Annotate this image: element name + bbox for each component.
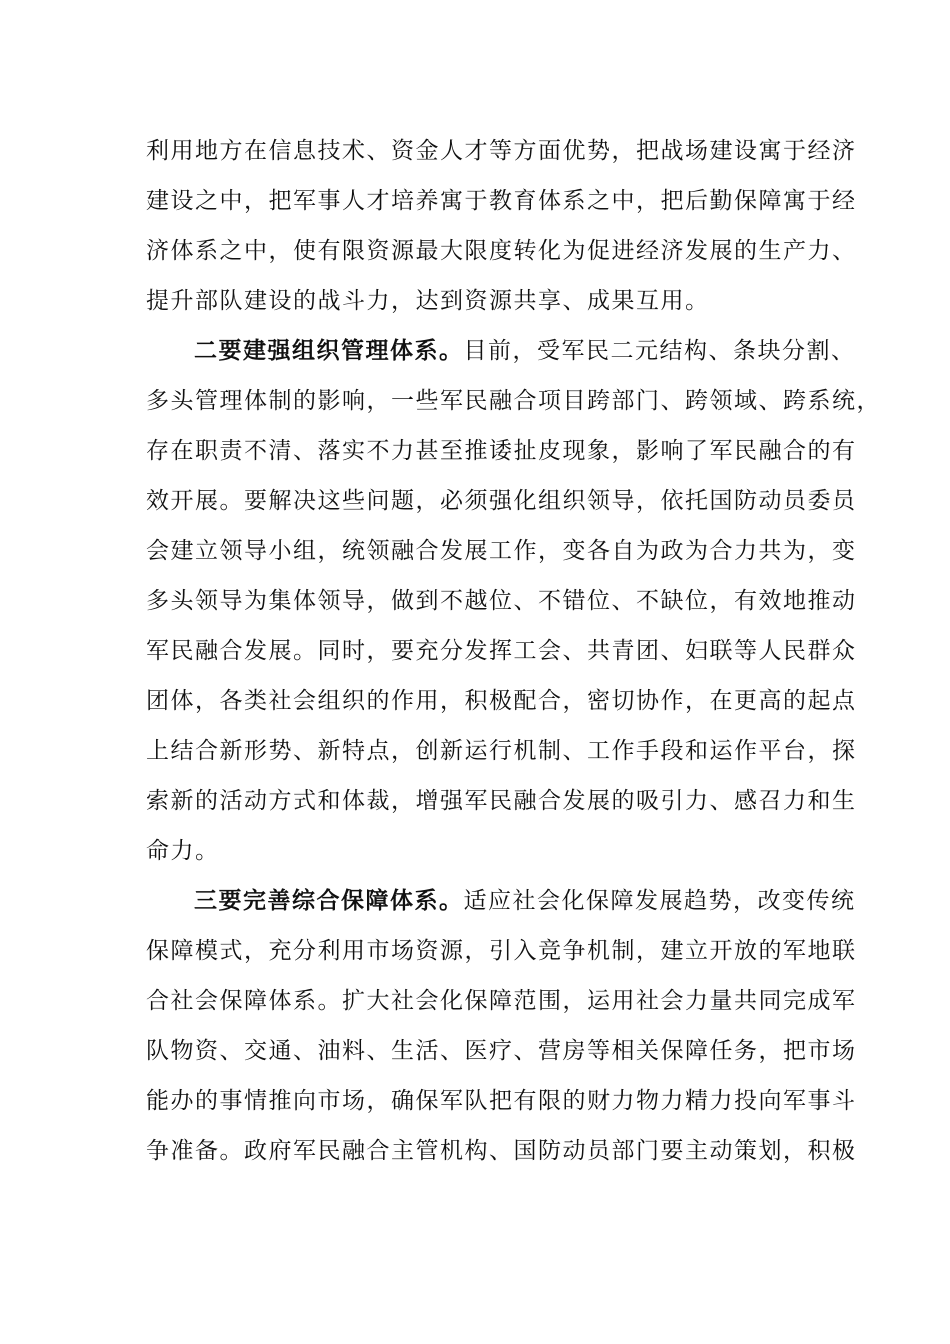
paragraph-3-line: 合社会保障体系。扩大社会化保障范围，运用社会力量共同完成军 <box>146 988 857 1014</box>
paragraph-2-line: 命力。 <box>146 838 220 864</box>
paragraph-3-line: 争准备。政府军民融合主管机构、国防动员部门要主动策划，积极 <box>146 1138 857 1164</box>
paragraph-3-line: 队物资、交通、油料、生活、医疗、营房等相关保障任务，把市场 <box>146 1038 857 1064</box>
paragraph-3-line: 能办的事情推向市场，确保军队把有限的财力物力精力投向军事斗 <box>146 1088 857 1114</box>
paragraph-2-line: 多头管理体制的影响，一些军民融合项目跨部门、跨领域、跨系统， <box>146 388 881 414</box>
paragraph-2-line: 效开展。要解决这些问题，必须强化组织领导，依托国防动员委员 <box>146 488 857 514</box>
paragraph-1-line: 建设之中，把军事人才培养寓于教育体系之中，把后勤保障寓于经 <box>146 188 857 214</box>
paragraph-2-first-line <box>194 336 856 366</box>
paragraph-2-line: 存在职责不清、落实不力甚至推诿扯皮现象，影响了军民融合的有 <box>146 438 857 464</box>
paragraph-1-line: 济体系之中，使有限资源最大限度转化为促进经济发展的生产力、 <box>146 238 857 264</box>
paragraph-1-line: 利用地方在信息技术、资金人才等方面优势，把战场建设寓于经济 <box>146 138 857 164</box>
paragraph-1-line: 提升部队建设的战斗力，达到资源共享、成果互用。 <box>146 288 710 314</box>
paragraph-2-line: 会建立领导小组，统领融合发展工作，变各自为政为合力共为，变 <box>146 538 857 564</box>
paragraph-3-first-line <box>194 886 856 916</box>
paragraph-2-line: 军民融合发展。同时，要充分发挥工会、共青团、妇联等人民群众 <box>146 638 857 664</box>
paragraph-2-line: 团体，各类社会组织的作用，积极配合，密切协作，在更高的起点 <box>146 688 857 714</box>
paragraph-2-line: 多头领导为集体领导，做到不越位、不错位、不缺位，有效地推动 <box>146 588 857 614</box>
paragraph-2-line: 上结合新形势、新特点，创新运行机制、工作手段和运作平台，探 <box>146 738 857 764</box>
paragraph-2-line: 索新的活动方式和体裁，增强军民融合发展的吸引力、感召力和生 <box>146 788 857 814</box>
paragraph-3-heading: 三要完善综合保障体系。 <box>194 887 464 914</box>
paragraph-2-first-line-text: 目前，受军民二元结构、条块分割、 <box>463 338 856 364</box>
paragraph-2-heading: 二要建强组织管理体系。 <box>194 337 464 364</box>
paragraph-3-first-line-text: 适应社会化保障发展趋势，改变传统 <box>463 888 856 914</box>
paragraph-3-line: 保障模式，充分利用市场资源，引入竞争机制，建立开放的军地联 <box>146 938 857 964</box>
